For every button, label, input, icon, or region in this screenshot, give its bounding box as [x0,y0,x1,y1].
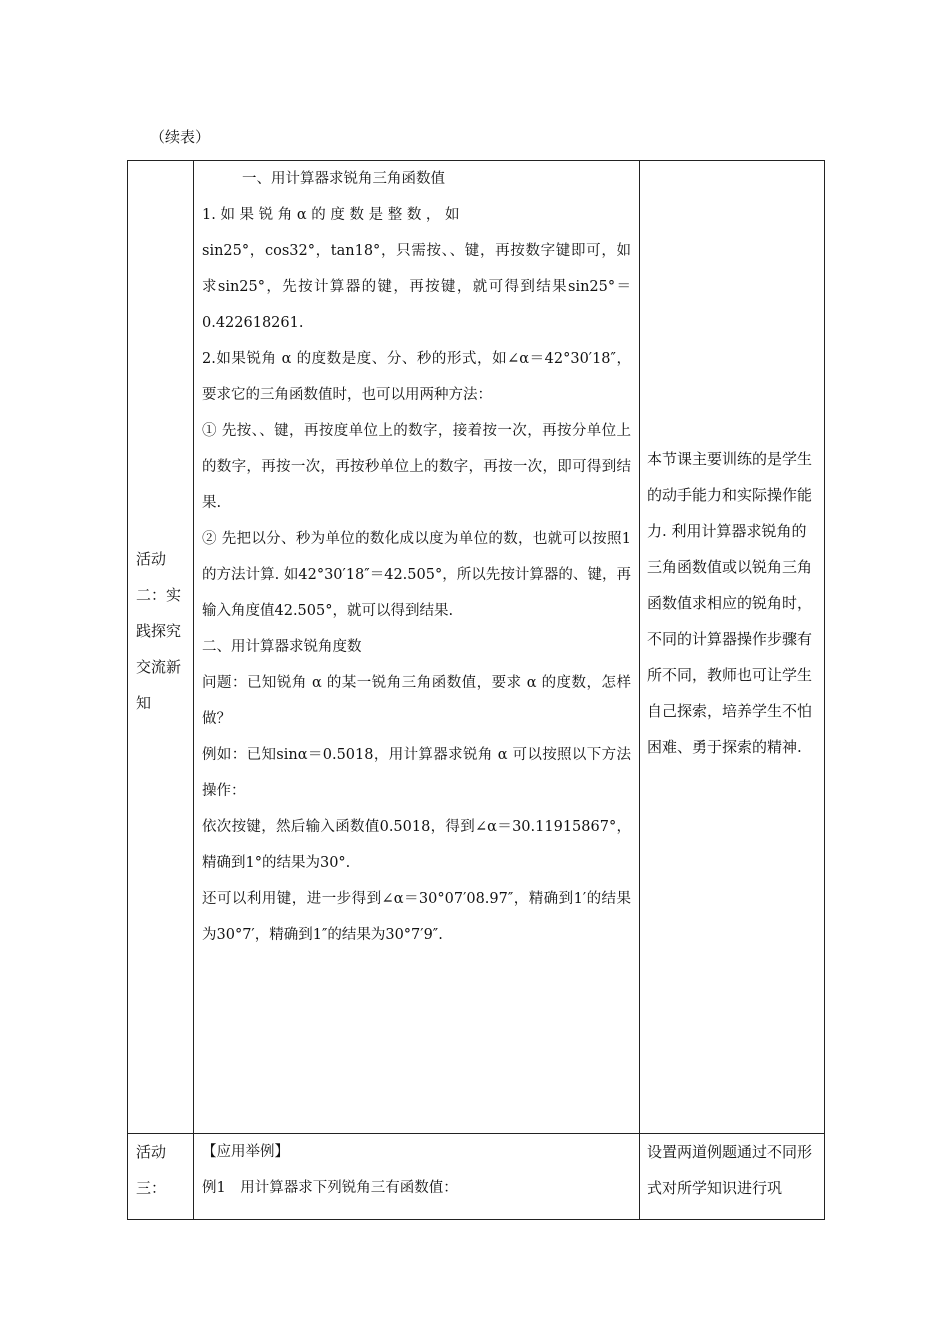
paragraph: 问题：已知锐角 α 的某一锐角三角函数值，要求 α 的度数，怎样做？ [202,675,631,727]
section-heading: 【应用举例】 [202,1144,289,1160]
paragraph: ② 先把以分、秒为单位的数化成以度为单位的数，也就可以按照1的方法计算. 如42°30′18″＝42.505°，所以先按计算器的、键，再输入角度值42.505°，就可以得到结果. [202,531,631,619]
table-row [128,1134,825,1220]
activity-label: 活动二：实践探究交流新知 [136,550,182,712]
paragraph: 例如：已知sinα＝0.5018，用计算器求锐角 α 可以按照以下方法操作： [202,747,631,799]
lesson-table [127,160,825,1220]
design-note-cell [640,161,825,1134]
design-note-cell [640,1134,825,1220]
activity-label: 活动三： [136,1143,167,1197]
activity-content-cell [194,1134,640,1220]
section-heading: 一、用计算器求锐角三角函数值 [242,171,445,187]
paragraph: ① 先按、、键，再按度单位上的数字，接着按一次，再按分单位上的数字，再按一次，再按秒单位上的数字，再按一次，即可得到结果. [202,423,631,511]
paragraph: 例1 用计算器求下列锐角三有函数值： [202,1180,458,1196]
section-heading: 二、用计算器求锐角度数 [202,639,362,655]
table-row [128,161,825,1134]
paragraph: 1. 如 果 锐 角 α 的 度 数 是 整 数 ， 如 [202,207,460,223]
paragraph: 还可以利用键，进一步得到∠α＝30°07′08.97″，精确到1′的结果为30°7′，精确到1″的结果为30°7′9″. [202,891,631,943]
paragraph: 2.如果锐角 α 的度数是度、分、秒的形式，如∠α＝42°30′18″，要求它的三角函数值时，也可以用两种方法： [202,351,631,403]
paragraph: sin25°，cos32°，tan18°，只需按、、键，再按数字键即可，如求sin25°，先按计算器的键，再按键，就可得到结果sin25°＝0.422618261. [202,243,631,331]
paragraph: 依次按键，然后输入函数值0.5018，得到∠α＝30.11915867°，精确到1°的结果为30°. [202,819,631,871]
design-note: 本节课主要训练的是学生的动手能力和实际操作能力. 利用计算器求锐角的三角函数值或以锐角三角函数值求相应的锐角时，不同的计算器操作步骤有所不同，教师也可让学生自己探索，培养学生不怕困难、勇于探索的精神. [647,450,813,756]
activity-content-cell [194,161,640,1134]
table-caption: （续表） [150,128,211,146]
activity-label-cell [128,1134,194,1220]
design-note: 设置两道例题通过不同形式对所学知识进行巩 [647,1143,813,1197]
activity-label-cell [128,161,194,1134]
